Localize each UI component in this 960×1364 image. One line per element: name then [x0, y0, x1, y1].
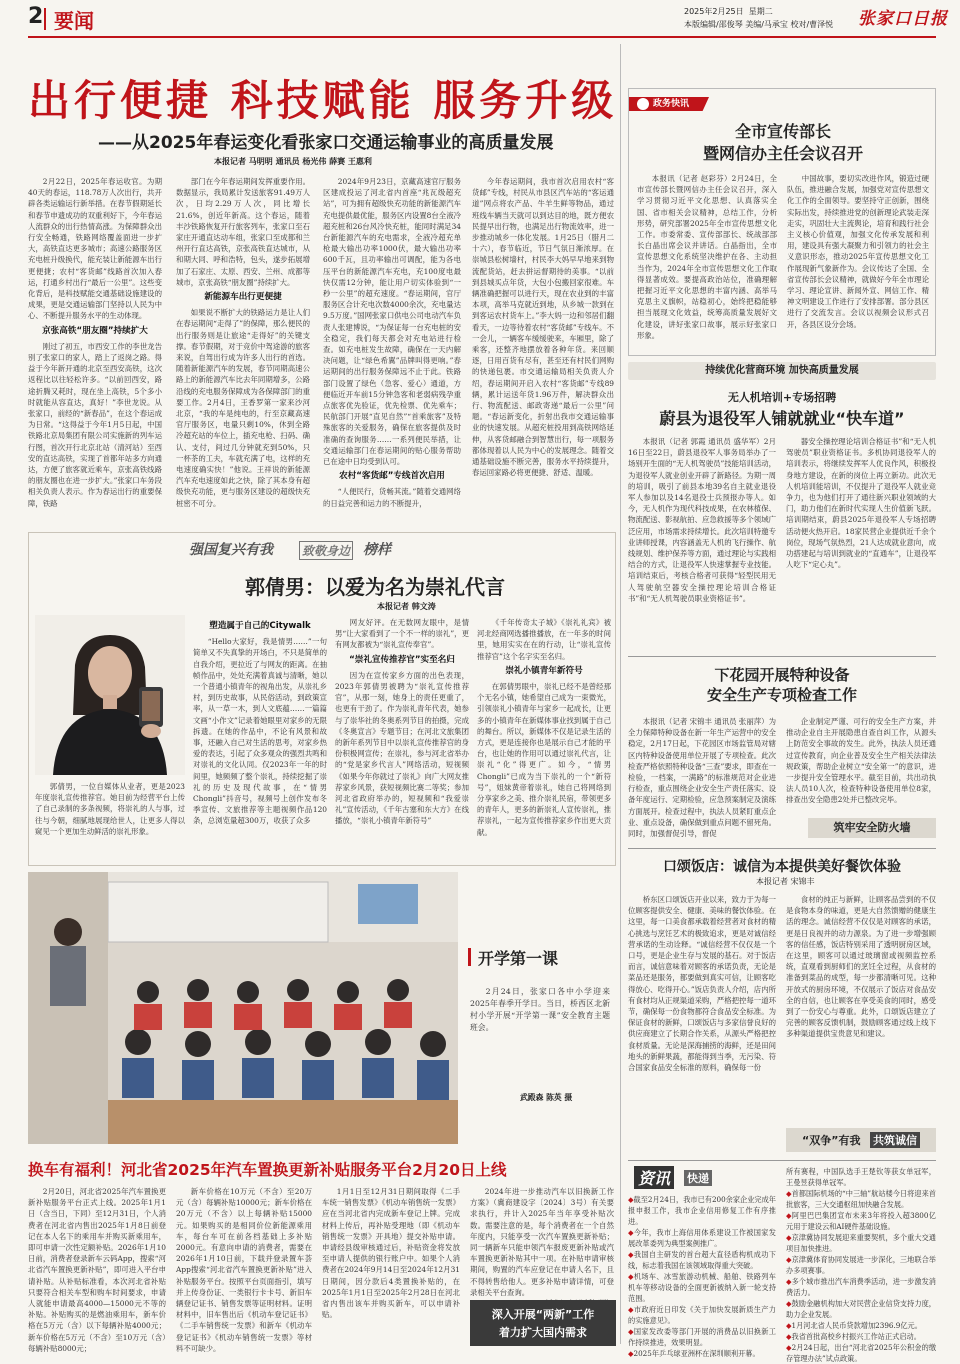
subsidy-column-1: 2月20日，河北省2025年汽车置换更新补贴服务平台正式上线。2025年1月1日（含当日，下同）至12月31日，个人消费者在河北省内售出2025年1月8日前登记在本人名下的乘用车并购买新乘用车，即可申请一次性定额补贴。2026年1月10日前，消费者登录新车云码App，搜索“河北省汽车置换更新补贴”，即可进入平台申请补贴。从补贴标准看，本次河北省补贴只要符合相关车型和购车时间要求，申请人就能申请最高4000—15000元不等的补贴。补贴购买的是燃油乘用车，新车价格在5万元（含）以下每辆补贴4000元；新车价格在5万元（不含）至10万元（含）每辆补贴8000元； — [28, 1187, 166, 1353]
politics-icon — [637, 98, 649, 110]
kuaixun-item: ◆机场车、冰雪旅游动机械、船舶、铁路列车机车等移动设备的全面更新被纳入新一轮支持范围。 — [628, 1272, 776, 1303]
kuaixun-item: 所有赛程，中国队选手王楚钦等获女单冠军，王曼昱获得单冠军。 — [786, 1167, 936, 1187]
fire-safety-banner — [808, 818, 936, 838]
newspaper-logo: 张家口日报 — [858, 9, 948, 29]
exemplar-banner — [189, 539, 429, 561]
kuaixun-item: ◆京津冀协同发展迎来重要契机，多个重大交通项目加快推进。 — [786, 1233, 936, 1253]
lead-subhead-3: 农村“客货邮”专线首次启用 — [339, 471, 445, 482]
xiahuayuan-text-1: 本报讯（记者 宋锦丰 通讯员 张丽萍）为全力保障特种设备在新一年生产运营中的安全稳定，2月17日起，下花园区市场监管局对辖区内特种设备使用单位开展了专项检查。此次检查严格依照特种设备“三查”要求，即查在一检验，一档案，一满路”的标准规范对企业进行检查，重点围绕企业安全生产责任落实、设备年度运行、定期检验，应急预案制定及演练方面展开。检查过程中，执法人员紧盯重点企业、重点设备，确保做到重点问题不留死角。同时，加强督促引导，督促 — [628, 717, 776, 839]
two-innovation-banner-right: 共筑诚信 — [870, 1132, 920, 1148]
lead-column-2: 部门在今年春运期间发挥重要作用。数据显示，我局累计发送旅客91.49万人次，日均2.29万人次，同比增长21.6%，创近年新高。这个春运，随着丰沙铁路恢复开行旅客列车，张家口至石家庄开通直达动车组，张家口至成都和兰州开行直达高铁，京张高铁直达城市，从和期大同、呼和浩特，包头，遂步拓展增加了石家庄、太原、西安、兰州、成都等城市，京张高铁“朋友圈”持续扩大。 新能源车出行更便捷 如果说不断扩大的铁路运力是让人们在春运期间“走得了”的保障，那么便民的出行服务则是让旅途“走得好”的关键支撑。春节假期，对于竞价中驾途游的旅客来说，自驾出行成为许多人出行的首选。随着新能源汽车的发展，春节同期高速公路上的新能源汽车比去年同期增多，公路沿线的充电服务保障成为各保障部门的重要工作。2月4日，王香罗第一家来沙河北京，“我的车是纯电的，行至京藏高速官厅服务区，电量只剩10%，休到全路冷超充站的车位上，插充电枪、扫码、确认、支付，间过几分钟就充到50%，只一杯茶的工夫，车就充满了电，这样的充电速度确实快！”他说。王祥说的新能源汽车充电速度如此之快，除了其本身有超级快充功能，更与服务区建设的超级快充桩密不可分。 — [176, 177, 310, 508]
masthead-rule — [28, 36, 936, 38]
business-banner-text: 持续优化营商环境 加快高质量发展 — [705, 365, 859, 376]
kuaixun-item: ◆首都国际机场的“中三轴”航站楼今日将迎来首批旅客，三大交通枢纽加快融合发展。 — [786, 1189, 936, 1209]
exemplar-subhead-1: 塑造属于自己的Citywalk — [209, 621, 311, 631]
lead-column-1: 2月22日，2025年春运收官。为期40天的春运，118.78万人次出行，共开辟各类运输运行新举措。在春节假期延长和春节申遗成功的双重利好下，今年春运人流群众的出行热情高涨。为保障群众出行安全畅通，铁路网络覆盖面进一步扩大，高铁直达更多城市；高速公路服务区充电桩升级换代，能充装让新能源车出行更便捷；农村“客货邮”线路首次加入春运，打通乡村出行“最后一公里”。这些变化背后，是科技赋能交通基础设施建设的成果，更是交通运输部门坚持以人民为中心、不断提升服务水平的生动体现。 京张高铁“朋友圈”持续扩大 刚过了初五，市西安工作的李世龙告别了张家口的家人，踏上了返岗之路。得益于今年新开通的北京至西安高铁，这次返程比以往轻松许多。“以前回西安，路途折腾又耗时，现在坐上高铁，5个多小时就能从容直达，真好！”李世龙说。从张家口，前经的“新春品”，在这个春运成为日常。“这得益于今年1月5日起，中国铁路北京局集团有限公司实施新的列车运行图，首次开行北京北站（清河站）至西安的直达高铁，实现了首都年站多方向通达，方便了旅客就近乘车，京张高铁线路的朋友圈也在进一步扩大。”张家口车务段相关负责人表示。作为春运出行的重要保障，铁路 — [28, 177, 162, 508]
politics-box — [628, 88, 936, 356]
xiahuayuan-title-line1: 下花园开展特种设备 — [714, 666, 850, 684]
issue-date: 2025年2月25日 星期二 — [684, 7, 773, 16]
exemplar-subhead-2: “崇礼宣传推荐官”实至名归 — [349, 654, 455, 665]
exemplar-portrait-photo — [35, 615, 185, 775]
exemplar-column-2: 网友好评。在无数网友眼中，是情男“让大家看到了一个不一样的崇礼”，更有网友都被为“崇礼宣传奉官”。 “崇礼宣传推荐官”实至名归 因为在宣传家乡方面的出色表现，2023年郭倩男被聘为“崇礼宣传推荐官”，从那一刻，她身上的责任更重了，也更有干劲了。作为崇礼青年代表，她参与了崇华社的冬奥系列节目的拍摄，完成《冬奥宣言》专题节目；在河北文旅集团的新年系列节目中以崇礼宣传推荐官的身份积极网宣传；在崇礼，参与河北省举办的“党是家乡代言人”网络活动，短视频《如果今年你就过了崇礼》向广大网友推荐家乡风景，获短视频比赛二等奖；参加河北省政府举办的，短视频和“我爱崇礼”宣传活动，《千年古塞和东大方》在线播放，“崇礼小镇青年新符号” — [335, 618, 469, 826]
exemplar-subhead-3: 崇礼小镇青年新符号 — [505, 665, 583, 676]
lead-byline: 本报记者 马明明 通讯员 杨光伟 薛赛 王惠利 — [214, 157, 372, 166]
section-name: 要闻 — [54, 9, 94, 33]
portrait-illustration — [35, 615, 185, 775]
exemplar-banner-c: 榜样 — [363, 542, 391, 558]
kuaixun-item: ◆2月24日起，出台“河北省2025年公积金的缴存管理办法”试点政策。 — [786, 1343, 937, 1363]
kuaixun-item: ◆国家发改委等部门开展的消费品以旧换新工作持续推进，效果明显。 — [628, 1327, 776, 1347]
xiahuayuan-rule — [628, 848, 936, 849]
xiahuayuan-title-line2: 安全生产专项检查工作 — [706, 686, 857, 704]
exemplar-banner-a: 强国复兴有我 — [189, 542, 273, 558]
kuaixun-item: ◆我省首批高校乡村振兴工作站正式启动。 — [786, 1332, 921, 1341]
kuaixun-item: ◆鼓励金融机构加大对民营企业信贷支持力度，助力企业发展。 — [786, 1299, 936, 1319]
exemplar-column-3: 《千年传奇太子城》《崇礼礼宾》被河北经商网选播推播放，在一年多的时间里，她用实实在在的行动，让“崇礼宣传推荐官”这个名字实至名归。 崇礼小镇青年新符号 在郭倩男眼中，崇礼已经不是曾经那个无名小镇，她希望自己成为一束微光，引领崇礼小镇青年与家乡一起成长，让更多的小镇青年在新媒体事业找到属于自己的舞台。所以，新媒体不仅是记录生活的方式，更是连接你也是展示自己才能的平台，也让她的作用可以通过崇礼代言，让崇礼“化”得更广。如今，“情男Chongli”已成为当下崇礼的一个“新符号”，姐妹黄帝着崇礼，她自己将网络到分享家乡之美、推介崇礼民宿，带领更多的青年人，更多的新崇礼人宣传崇礼，推荐崇礼，一起为宣传推荐家乡作出更大贡献。 — [477, 618, 611, 837]
subsidy-column-2: 新车价格在10万元（不含）至20万元（含）每辆补贴10000元；新车价格在20万元（不含）以上每辆补贴15000元。如果购买的是相同价位新能源乘用车，每台车可在前各档基础上多补贴2000元。有意向申请的消费者，需要在2026年1月10日前，下载并登录置车荟App搜索“河北省汽车置换更新补贴”进入补贴服务平台。按照平台页面指引，填写并上传身份证、一类银行卡卡号、新旧车辆登记证书、销售发票等证明材料。证明材料中，旧车售出后《机动车登记证书》《二手车销售统一发票》和新车《机动车登记证书》《机动车销售统一发票》等材料不可缺少。 — [176, 1187, 312, 1353]
lead-subhead-1: 京张高铁“朋友圈”持续扩大 — [42, 325, 148, 336]
kousong-bottom-rule — [628, 1160, 936, 1161]
exemplar-frame — [28, 532, 616, 866]
lead-subtitle: ——从2025年春运变化看张家口交通运输事业的高质量发展 — [98, 133, 554, 153]
kuaixun-item: ◆截至2月24日，我市已有200余家企业完成年报申报工作，我市企业信用修复工作有序推进。 — [628, 1195, 776, 1226]
page-editors: 本版编辑/邵俊琴 美编/马承宝 校对/曹泽悦 — [684, 20, 834, 29]
two-innovation-banner-left: “双争”有我 — [802, 1134, 861, 1147]
subsidy-column-4: 2024年进一步推动汽车以旧换新工作方案》（冀商建设字〔2024〕3号）有关要求执行，并计入2025年当年享受补贴次数。需要注意的是，每个消费者在一个自然年度内，只能享受一次汽车置换更新补贴；同一辆新车只能申领汽车报废更新补贴或汽车置换更新补贴其中一项。在补贴申请审核期间，购置的汽车应登记在申请人名下，且不得转售给他人。更多补贴申请详情，可登录相关平台查询。 — [470, 1186, 614, 1294]
deepen-banner — [470, 1300, 616, 1346]
politics-title-line1: 全市宣传部长 — [734, 122, 831, 141]
veterans-kicker: 无人机培训+专场招聘 — [727, 391, 837, 404]
kousong-text-2: 食材的纯正与新鲜，让顾客品尝到的不仅是食物本身的味道，更是大自然馈赠的健康生活的理念。诚信经营不仅仅是对顾客的承诺，更是日良视并的动力源泉。为了进一步增强顾客的信任感，饭店特别采用了透明厨房区域，在这里，顾客可以通过玻璃窗或视频监控系统，直观看到厨师们的烹饪全过程，从食材的准备到菜品的成型，每一步都清晰可见。这种开放式的厨房环境，不仅展示了饭店对食品安全的自信，也让顾客在享受美食的同时，感受到了一份安心与尊重。此外，口颂饭店建立了完善的顾客反馈机制，鼓励顾客通过线上线下多种渠道提供宝贵意见和建议。 — [786, 895, 936, 1039]
kuaixun-label-b: 快递 — [684, 1170, 712, 1186]
deepen-banner-line1: 深入开展“两新”工作 — [491, 1308, 595, 1321]
lead-column-3: 2024年9月23日，京藏高速官厅服务区建成投运了河北省内首座“兆瓦级超充站”，可为拥有超级快充功能的新能源汽车充电提供最优能，服务区内设置8台全液冷超充桩和26台风冷快充桩，能同时满足34台新能源汽车的充电需求，全液冷超充单枪最大输出功率1000伏，最大输出功率600千瓦，且功率输出可调配，能为各电压平台的新能源汽车充电，充100度电最快仅需12分钟，能让用户切实体验到“一秒一公里”的超充速度。“春运期间，官厅服务区合计充电次数4000余次，充电量达9.5万度。”国网张家口供电公司电动汽车负责人张建博说，“为保证每一台充电桩的安全稳定，我们每天都会对充电站进行检查。如充电桩发生故障，确保在一天内解决问题，让“绿色希翼”品牌叫得更响。”春运期间的出行服务保障远不止于此。铁路部门设置了绿色（急客、爱心）通道，方便临近开车前15分钟急客和老弱病残孕重点旅客优先验证，优先检票、优先乘车；民航部门开展“直见自然”“首乘旅客”及特殊旅客的关爱服务，确保在旅客提供及时准确的查询服务……一系列便民举措，让交通运输部门在春运期间的贴心服务帮助已在途中日均受到认可。 农村“客货邮”专线首次启用 “人便民行，货畅其流。”随着交通网络的日益完善和运力的不断提升， — [323, 177, 461, 508]
exemplar-byline: 本报记者 韩文涛 — [377, 602, 436, 611]
kuaixun-item: ◆市政府近日印发《关于加快发展新质生产力的实施意见》。 — [628, 1305, 776, 1325]
politics-text-2: 中国故事，要切实改进作风，锻造过硬队伍，推进融合发展，加强党对宣传思想文化工作的全面领导。要坚持守正创新，围绕实际出发，持续推进党的创新理论武装走深走实，巩固壮大主流舆论，培育和践行社会主义核心价值观，加强文化传承发展和利用，建设具有强大凝聚力和引领力的社会主义意识形态，推动2025年宣传思想文化工作展现新气象新作为。会议传达了全国、全省宣传部长会议精神，就做好今年全市理论学习、理论宣讲、新闻外宣、网信工作、精神文明建设工作进行了安排部署。部分县区进行了交流发言。会议以视频会议形式召开，各县区设分会场。 — [787, 174, 929, 329]
lead-subhead-2: 新能源车出行更便捷 — [204, 292, 282, 303]
exemplar-title: 郭倩男：以爱为名为崇礼代言 — [245, 575, 505, 599]
politics-label: 政务快讯 — [653, 99, 690, 109]
veterans-title: 蔚县为退役军人铺就就业“快车道” — [659, 409, 905, 428]
page-number: 2 — [28, 4, 44, 29]
fire-safety-banner-text: 筑牢安全防火墙 — [833, 821, 911, 834]
lead-headline: 出行便捷 科技赋能 服务升级 — [28, 76, 618, 125]
school-photo-caption: 2月24日，张家口各中小学迎来2025年春季开学日。当日，桥西区北新村小学开展“开学第一课”安全教育主题班会。 — [470, 987, 610, 1032]
kuaixun-item: ◆多个城市推出汽车消费季活动，进一步激发消费活力。 — [786, 1277, 936, 1297]
business-banner — [628, 362, 936, 380]
veterans-text-2: 器安全操控理论培训合格证书”和“无人机驾驶员”职业资格证书。多机协同退役军人的培训表示，将继续发挥军人优良作风，积极投身地方建设，在新的岗位上再立新功。此次无人机培训能培训，不仅提升了退役军人就业竞争力，也为他们打开了通往新兴职业领域的大门，助力他们在新时代实现人生价值新飞跃。培训期结束，蔚县2025年退役军人专场招聘活动便火热开启。18家民营企业提供近千余个岗位，现场气氛热烈，21人达成就业意向，成功搭建起与培训到就业的“直通车”，让退役军人吃下“定心丸”。 — [786, 437, 936, 570]
kuaixun-list-1 — [628, 1194, 776, 1358]
lead-column-4: 今年春运期间，我市首次启用农村“客货邮”专线，村民从市县区汽车站的“客运通道”网点将农产品、牛羊生鲜等物品，通过班线车辆当天就可以到达目的地，既方便农民提早出行物，也满足出行物流效率，进一步推动城乡一体化发展。1月25日（腊月二十六），春节临近，节日气氛日渐浓厚。在崇城县松树墙村，村民李大妈早早地来到物流配货站，赶去拼运督期待的美事。“以前到县城买点年货，大包小包搬回家很难。车辆准确把握可以进行天，现在农业到的丰富本项，高举马克就近到地，从乡城一款到在到客运农村货车上。”李大妈一边和邻居们翻看天，一边等待着农村“客货邮”专线车。不一会儿，一辆客车缓缓驶来，车厢里，除了乘客，还整齐地摆放着各种年货。来回顺逐，日用百货有尽有，甚至还有村民们网购的快递包裹。市交通运输局相关负责人介绍，春运期间开启入农村“客货邮”专线89辆，累计运送年货1.96万件，解决群众出行、物流配送、邮政寄递“最后一公里”问题。“春运新变化，折射出我市交通运输事业的快速发展。从超充桩投用到高铁网络延伸，从客货邮融合到智慧出行，每一项服务都体现着以人民为中心的发展理念。随着交通基础设施不断完善，服务水平持续提升，春运回家路必将更便捷、舒适、温暖。 — [472, 177, 614, 478]
xiahuayuan-text-2: 企业制定严谨、可行的安全生产方案，并推动企业自主开展隐患自查自纠工作，从源头上防范安全事故的发生。此外，执法人员还通过宣传教育，向企业普及安全生产相关法律法规政策，帮助企业树立“安全第一”的意识，进一步提升安全管理水平。截至目前，共出动执法人员10人次，检查特种设备使用单位8家，排查出安全隐患2处并已整改完毕。 — [786, 717, 936, 805]
kousong-byline: 本报记者 宋锦丰 — [756, 877, 815, 886]
subsidy-title: 换车有福利！河北省2025年汽车置换更新补贴服务平台2月20日上线 — [28, 1161, 507, 1179]
school-photo-title: 开学第一课 — [478, 949, 559, 968]
kuaixun-item: ◆今年，我市上海信用体系建设工作被国家发展改革委列为典型案例推广。 — [628, 1228, 776, 1248]
kuaixun-label-a: 资讯 — [634, 1166, 674, 1189]
kuaixun-list-2 — [786, 1166, 937, 1363]
school-photo-accent — [468, 948, 471, 966]
politics-text-1: 本报讯（记者 赵彩芬）2月24日，全市宣传部长暨网信办主任会议召开，深入学习贯彻习近平文化思想、认真落实全国、省市相关会议精神，总结工作，分析形势，研究部署2025年全市宣传思想文化工作。市委常委、宣传部部长、统战部部长白晶出席会议并讲话。白晶指出，全市宣传思想文化系统坚决维护在各、主动担当作为，2024年全市宣传思想文化工作取得显著成效。要提高政治站位，准确理解把握习近平文化思想的丰富内涵、高举马克思主义旗帜，站稳初心，始终把稳能够担当展现文化效益，统筹高质量发展好文化建设，讲好张家口故事，展示好张家口形象。 — [637, 174, 777, 340]
veterans-rule — [628, 656, 936, 657]
deepen-banner-line2: 着力扩大国内需求 — [499, 1326, 587, 1339]
exemplar-banner-b: 致敬身边 — [299, 541, 353, 560]
two-innovation-banner — [786, 1128, 936, 1152]
school-photo-panel — [458, 872, 616, 1144]
kuaixun-item: ◆我国自主研发的首台超大直径盾构机成功下线，标志着我国在该领域取得重大突破。 — [628, 1250, 776, 1270]
kuaixun-item: ◆1月河北省人民币贷款增加2396.9亿元。 — [786, 1321, 922, 1330]
kuaixun-item: ◆2025年乒乓球亚洲杯在深圳顺利开幕。 — [628, 1349, 760, 1358]
kousong-text-1: 桥东区口颂饭店开业以来，致力于为每一位顾客提供安全、健康、美味的餐饮体验。在这里，每一口美食都承载着经营者对食材的精心挑选与烹饪艺术的极致追求，更是对诚信经营承诺的生动诠释。“诚信经营不仅仅是一个口号，更是企业生存与发展的基石。对于饭店而言，诚信意味着对顾客的承诺负责，无论是菜品还是服务，都要做到真实可信，让顾客吃得放心、吃得开心。”饭店负责人介绍，店内所有食材均从正规渠道采购，严格把控每一道环节，确保每一份食物都符合食品安全标准。为保证食材的新鲜，口颂饭店与多家信誉良好的供应商建立了长期合作关系，从源头严格把控食材质量。无论是深海捕捞的海鲜，还是田间地头的新鲜果蔬，都能得到当季，无污染、符合国家食品安全标准的原料，确保每一份 — [628, 895, 776, 1073]
school-photo-credit: 武殿森 陈英 摄 — [520, 1093, 573, 1102]
kousong-title: 口颂饭店：诚信为本提供美好餐饮体验 — [663, 859, 901, 875]
main-column-divider — [620, 44, 621, 1344]
page-number-divider — [44, 8, 46, 30]
school-photo — [28, 872, 458, 1144]
kuaixun-item: ◆阿里巴巴集团宣布未来3年将投入超3800亿元用于建设云和AI硬件基础设施。 — [786, 1211, 936, 1231]
politics-title-line2: 暨网信办主任会议召开 — [702, 144, 863, 163]
exemplar-column-1: 塑造属于自己的Citywalk “Hello大家好，我是情男……”一句简单又不失真挚的开场白，不只是简单的自我介绍，更拉近了与网友的距离。在抽帧作品中，处处充满着真诚与清晰，她以一个普通小镇青年的视角出发，从崇礼乡村，到历史故事，从民俗活动，到政策宣率，从一草一木，到人文底蕴……一篇篇文画“小作文”记录着她眼里对家乡的无限拆遗。在她的作品中，不论有风景和故事，还融入自己对生活的思考，对家乡热爱的表达，引起了众多观众的强烈共鸣和对崇礼的文化认同。仅2023年一年的时间里，她频频了整个崇礼，持续挖掘了崇礼的历史及现代故事，在“情男Chongli”抖音号，视频号上创作发布冬季宣传、文旅推荐等主题视频作品120条，总浏览量超300万，收获了众多 — [193, 621, 327, 826]
subsidy-column-3: 1月1日至12月31日期间取得《二手车统一销售发票》《机动车销售统一发票》应在当河北省内完成新车登记上牌。完成材料上传后，再补贴受理地（即《机动车销售统一发票》开具地）提交补贴申请。申请经县级审核通过后，补贴资金将发放至申请人提供的银行账户中。如果个人消费者在2024年9月14日至2024年12月31日期间，因分款后4类置换补贴的，在2025年1月1日至2025年2月28日在河北省内售出该车并购买新车，可以申请补贴。 — [322, 1187, 460, 1320]
kuaixun-label — [628, 1166, 738, 1190]
veterans-text-1: 本报讯（记者 郭霞 通讯员 盛华军）2月16日至22日，蔚县退役军人事务局举办了一场别开生面的“无人机驾驶员”技能培训活动，为退役军人就业创业开辟了新路径。为期一周的培训，吸引了前县本地39名自主就业退役军人参加以及14名退役士兵预报办等人。如今，无人机作为现代科技成果，在农林植保、物流配送、影视航拍、应急救援等多个领域广泛应用，市场需求持续增长。此次培训特邀专业讲师授课，内容涵盖无人机的飞行操作、航线规划、维护保养等方面，通过理论与实践相结合的方式，让退役军人快速掌握专业技能。培训结束后，考核合格者可获得“轻型民用无人驾驶航空器安全操控理论培训合格证书”和“无人机驾驶员职业资格证书”。 — [628, 437, 776, 603]
exemplar-caption: 郭倩男，一位自媒体从业者，更是2023年度崇礼宣传推荐官。她目前为经营平台上传了自己录制的多条视频，将崇礼的人与事，过往与今朝，细腻地展现给世人，让更多人得以窥见一个更加生动鲜活的崇礼形象。 — [35, 782, 185, 836]
classroom-illustration — [28, 872, 458, 1144]
masthead — [0, 0, 960, 42]
kuaixun-item: ◆京津冀体育协同发展进一步深化，三地联合举办多项赛事。 — [786, 1255, 936, 1275]
